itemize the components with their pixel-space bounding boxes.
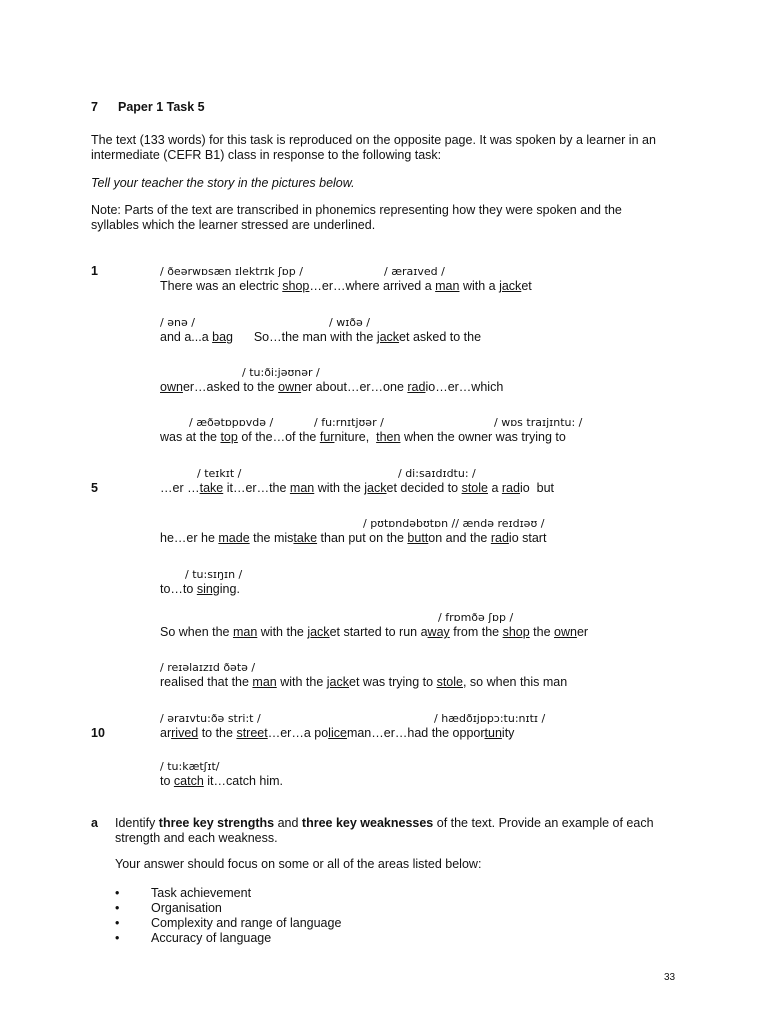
transcript-text: ar (160, 726, 172, 740)
transcript-text: and a...a (160, 330, 213, 344)
stressed-syllable: shop (282, 279, 310, 293)
phonemic-transcription: / tu:ði:jəʊnər / (242, 366, 320, 379)
stressed-syllable: jack (307, 625, 330, 639)
transcript-text: er (576, 625, 589, 639)
phonemic-transcription: / pʊtɒndəbʊtɒn // ændə reɪdɪəʊ / (363, 517, 545, 530)
transcript-text: io but (519, 481, 555, 495)
transcript-text: to the (198, 726, 237, 740)
page-number: 33 (664, 972, 676, 983)
stressed-syllable: tun (484, 726, 502, 740)
stressed-syllable: own (278, 380, 302, 394)
transcript-text: io…er…which (425, 380, 504, 394)
stressed-syllable: butt (407, 531, 429, 545)
intro-line-1: The text (133 words) for this task is reproduced on the opposite page. It was spoken by a learner in an (91, 133, 656, 147)
transcript-text: it…er…the (223, 481, 290, 495)
stressed-syllable: rad (407, 380, 426, 394)
transcript-line (160, 430, 566, 445)
transcript-text: with the (276, 675, 327, 689)
question-text (115, 816, 654, 831)
stressed-syllable: bag (212, 330, 233, 344)
transcript-text: So…the man with the (232, 330, 377, 344)
transcript-line (160, 675, 567, 690)
question-line-2: strength and each weakness. (115, 831, 278, 845)
transcript-text: et was trying to (349, 675, 437, 689)
stressed-syllable: take (293, 531, 318, 545)
bullet-organisation: Organisation (151, 901, 222, 915)
stressed-syllable: catch (173, 774, 204, 788)
transcript-text: was at the (160, 430, 221, 444)
transcript-text: of the…of the (237, 430, 320, 444)
bullet-complexity: Complexity and range of language (151, 916, 342, 930)
bullet-task-achievement: Task achievement (151, 886, 252, 900)
phonemic-transcription: / frɒmðə ʃɒp / (438, 611, 514, 624)
section-title: Paper 1 Task 5 (118, 100, 205, 114)
stressed-syllable: man (435, 279, 460, 293)
note-line-2: syllables which the learner stressed are underlined. (91, 218, 376, 232)
transcript-text: than put on the (317, 531, 408, 545)
stressed-syllable: way (427, 625, 450, 639)
transcript-line (160, 625, 588, 640)
transcript-text: , so when this man (462, 675, 568, 689)
phonemic-transcription: / hædðɪjɒpɔ:tu:nɪtɪ / (434, 712, 546, 725)
stressed-syllable: jack (326, 675, 350, 689)
transcript-text: niture, (334, 430, 377, 444)
stressed-syllable: sing (196, 582, 220, 596)
question-mid: and (274, 816, 302, 830)
stressed-syllable: lice (328, 726, 347, 740)
note-line-1: Note: Parts of the text are transcribed in phonemics representing how they were spoken and the (91, 203, 622, 217)
question-strengths: three key strengths (158, 816, 275, 830)
transcript-text: he…er he (160, 531, 219, 545)
question-letter: a (91, 816, 98, 830)
stressed-syllable: made (218, 531, 250, 545)
transcript-text: et started to run a (329, 625, 428, 639)
question-post: of the text. Provide an example of each (433, 816, 654, 830)
phonemic-transcription: / ənə / (160, 316, 195, 329)
phonemic-transcription: / reɪəlaɪzɪd ðətə / (160, 661, 256, 674)
stressed-syllable: man (289, 481, 315, 495)
bullet-marker: • (115, 916, 120, 930)
bullet-accuracy: Accuracy of language (151, 931, 272, 945)
stressed-syllable: rived (171, 726, 199, 740)
stressed-syllable: own (160, 380, 183, 394)
transcript-text: …er…where arrived a (309, 279, 436, 293)
transcript-text: et decided to (386, 481, 462, 495)
phonemic-transcription: / di:saɪdɪdtu: / (398, 467, 476, 480)
stressed-syllable: rad (490, 531, 509, 545)
transcript-text: with the (257, 625, 308, 639)
phonemic-transcription: / wɒs traɪjɪntu: / (494, 416, 583, 429)
transcript-text: realised that the (160, 675, 253, 689)
line-number-5: 5 (91, 481, 98, 495)
transcript-text: from the (449, 625, 503, 639)
transcript-text: et asked to the (399, 330, 482, 344)
transcript-text: with a (459, 279, 500, 293)
stressed-syllable: stole (436, 675, 463, 689)
transcript-text: io start (508, 531, 547, 545)
phonemic-transcription: / fu:rnɪtjʊər / (314, 416, 384, 429)
transcript-text: …er … (160, 481, 200, 495)
phonemic-transcription: / æðətɒpɒvdə / (189, 416, 274, 429)
stressed-syllable: own (554, 625, 577, 639)
transcript-line (160, 380, 503, 395)
stressed-syllable: shop (502, 625, 530, 639)
phonemic-transcription: / æraɪved / (384, 265, 445, 278)
transcript-text: a (487, 481, 502, 495)
transcript-text: with the (314, 481, 365, 495)
bullet-marker: • (115, 931, 120, 945)
transcript-text: it…catch him. (203, 774, 283, 788)
phonemic-transcription: / əraɪvtu:ðə stri:t / (160, 712, 261, 725)
transcript-line (160, 774, 283, 789)
phonemic-transcription: / wɪðə / (329, 316, 370, 329)
intro-line-2: intermediate (CEFR B1) class in response to the following task: (91, 148, 442, 162)
stressed-syllable: man (252, 675, 277, 689)
transcript-text: to…to (160, 582, 197, 596)
transcript-text: the (529, 625, 555, 639)
phonemic-transcription: / tu:sɪŋɪn / (185, 568, 243, 581)
transcript-text: ing. (219, 582, 240, 596)
stressed-syllable: stole (461, 481, 488, 495)
bullet-marker: • (115, 901, 120, 915)
phonemic-transcription: / teɪkɪt / (197, 467, 242, 480)
transcript-text: when the owner was trying to (400, 430, 566, 444)
transcript-line (160, 582, 240, 597)
transcript-line (160, 531, 546, 546)
phonemic-transcription: / ðeərwɒsæn ɪlektrɪk ʃɒp / (160, 265, 303, 278)
transcript-text: er about…er…one (301, 380, 408, 394)
transcript-text: ity (501, 726, 515, 740)
transcript-text: …er…a po (267, 726, 329, 740)
line-number-10: 10 (91, 726, 105, 740)
bullet-marker: • (115, 886, 120, 900)
transcript-line (160, 481, 554, 496)
stressed-syllable: top (220, 430, 238, 444)
transcript-line (160, 279, 532, 294)
transcript-text: man…er…had the oppor (346, 726, 485, 740)
task-instruction: Tell your teacher the story in the pictures below. (91, 176, 355, 190)
stressed-syllable: jack (364, 481, 387, 495)
question-weaknesses: three key weaknesses (301, 816, 434, 830)
section-number: 7 (91, 100, 98, 114)
transcript-line (160, 330, 481, 345)
transcript-text: er…asked to the (182, 380, 279, 394)
question-pre: Identify (115, 816, 159, 830)
transcript-text: So when the (160, 625, 233, 639)
phonemic-transcription: / tu:kætʃɪt/ (160, 760, 220, 773)
transcript-text: et (521, 279, 532, 293)
stressed-syllable: jack (499, 279, 522, 293)
transcript-text: on and the (428, 531, 491, 545)
stressed-syllable: rad (501, 481, 520, 495)
transcript-text: the mis (249, 531, 294, 545)
stressed-syllable: street (236, 726, 268, 740)
stressed-syllable: jack (376, 330, 400, 344)
stressed-syllable: man (232, 625, 258, 639)
transcript-text: There was an electric (160, 279, 283, 293)
transcript-text: to (160, 774, 174, 788)
question-focus: Your answer should focus on some or all of the areas listed below: (115, 857, 482, 871)
line-number-1: 1 (91, 264, 98, 278)
stressed-syllable: take (199, 481, 224, 495)
stressed-syllable: fur (319, 430, 335, 444)
stressed-syllable: then (376, 430, 401, 444)
transcript-line (160, 726, 514, 741)
